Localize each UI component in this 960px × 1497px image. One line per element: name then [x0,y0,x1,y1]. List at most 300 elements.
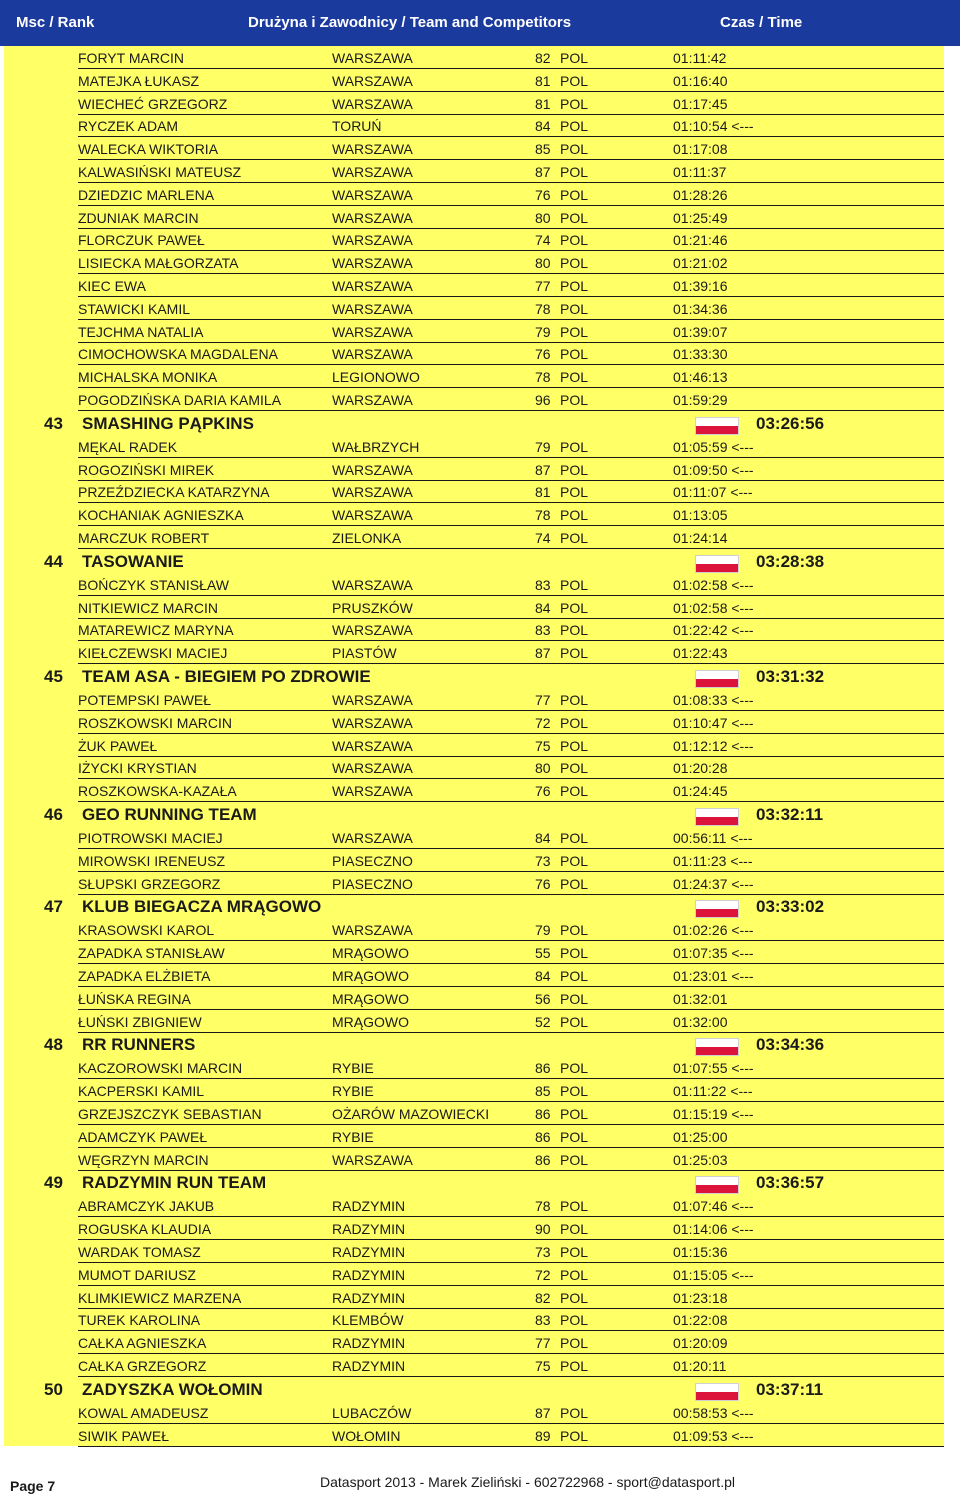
competitor-time: 01:11:22 <--- [673,1083,753,1100]
competitor-name: TEJCHMA NATALIA [78,323,204,340]
competitor-time: 01:24:45 [673,783,728,800]
competitor-age: 73 [535,1244,551,1260]
competitor-time: 01:20:09 [673,1335,728,1352]
competitor-nationality: POL [560,95,589,112]
competitor-row [4,642,944,664]
competitor-nationality: POL [560,1198,589,1215]
competitor-age: 73 [535,852,551,869]
competitor-age: 85 [535,141,551,158]
header-bar [0,0,960,46]
competitor-age: 78 [535,507,551,524]
competitor-name: ZAPADKA ELŻBIETA [78,968,211,984]
competitor-city: WAŁBRZYCH [332,438,420,455]
competitor-city: WARSZAWA [332,232,413,249]
competitor-time: 01:02:58 <--- [673,576,754,593]
competitor-time: 01:46:13 [673,369,728,386]
competitor-row [4,343,944,365]
competitor-age: 84 [535,830,551,846]
competitor-time: 01:39:07 [673,323,728,340]
competitor-city: RADZYMIN [332,1266,406,1283]
competitor-age: 80 [535,255,551,272]
competitor-row [4,1080,944,1102]
competitor-row [4,389,944,411]
competitor-row [4,735,944,757]
competitor-name: WARDAK TOMASZ [78,1244,201,1260]
competitor-time: 01:39:16 [673,278,728,294]
competitor-city: PIASECZNO [332,875,413,892]
competitor-name: ROGOZIŃSKI MIREK [78,461,215,478]
team-name: TASOWANIE [82,551,184,571]
competitor-time: 01:13:05 [673,507,728,524]
competitor-row [4,321,944,343]
competitor-name: FLORCZUK PAWEŁ [78,232,205,249]
competitor-name: ROSZKOWSKA-KAZAŁA [78,783,237,800]
competitor-time: 01:17:08 [673,141,728,158]
competitor-city: WARSZAWA [332,692,413,708]
team-rank: 50 [44,1379,63,1399]
competitor-age: 80 [535,209,551,226]
competitor-name: KACPERSKI KAMIL [78,1083,205,1100]
competitor-age: 90 [535,1221,551,1238]
team-header [4,412,944,436]
competitor-nationality: POL [560,1335,589,1352]
competitor-row [4,1218,944,1240]
team-time: 03:33:02 [756,897,825,917]
competitor-city: WARSZAWA [332,737,413,754]
competitor-nationality: POL [560,1128,589,1145]
competitor-city: RADZYMIN [332,1358,406,1374]
competitor-name: ŻUK PAWEŁ [78,737,158,754]
competitor-city: TORUŃ [332,118,382,135]
competitor-nationality: POL [560,783,589,800]
competitor-time: 00:56:11 <--- [673,830,753,846]
competitor-row [4,1309,944,1331]
competitor-name: MĘKAL RADEK [78,438,178,455]
competitor-age: 52 [535,1013,551,1030]
team-name: RR RUNNERS [82,1035,196,1055]
competitor-nationality: POL [560,760,589,777]
team-name: KLUB BIEGACZA MRĄGOWO [82,897,322,917]
competitor-nationality: POL [560,922,589,939]
competitor-nationality: POL [560,300,589,317]
competitor-row [4,366,944,388]
competitor-row [4,298,944,320]
competitor-nationality: POL [560,599,589,616]
competitor-time: 00:58:53 <--- [673,1404,754,1421]
competitor-name: RYCZEK ADAM [78,118,179,135]
footer [0,1462,960,1497]
competitor-name: ŁUŃSKA REGINA [78,990,191,1007]
competitor-name: IŻYCKI KRYSTIAN [78,760,197,777]
competitor-city: WARSZAWA [332,186,413,203]
competitor-city: WARSZAWA [332,1151,413,1168]
competitor-age: 84 [535,599,551,616]
competitor-name: KLIMKIEWICZ MARZENA [78,1289,242,1306]
competitor-nationality: POL [560,255,589,272]
competitor-age: 87 [535,164,551,180]
competitor-name: POTEMPSKI PAWEŁ [78,692,212,708]
competitor-city: RYBIE [332,1083,374,1100]
competitor-city: PRUSZKÓW [332,599,413,616]
team-rank: 46 [44,805,63,824]
competitor-time: 01:11:07 <--- [673,484,753,501]
poland-flag-icon [695,555,739,573]
competitor-age: 86 [535,1151,551,1168]
team-name: SMASHING PĄPKINS [82,413,254,433]
competitor-city: WARSZAWA [332,72,413,89]
competitor-time: 01:09:53 <--- [673,1427,754,1444]
competitor-age: 84 [535,118,551,135]
competitor-city: WARSZAWA [332,209,413,226]
competitor-age: 72 [535,1266,551,1283]
competitor-row [4,1287,944,1309]
competitor-name: ADAMCZYK PAWEŁ [78,1128,208,1145]
team-rank: 47 [44,897,63,917]
competitor-time: 01:07:46 <--- [673,1198,754,1215]
competitor-time: 01:22:43 [673,645,728,662]
competitor-nationality: POL [560,622,589,639]
team-header [4,895,944,919]
competitor-row [4,597,944,619]
competitor-city: KLEMBÓW [332,1312,404,1329]
competitor-age: 80 [535,760,551,777]
competitor-name: KALWASIŃSKI MATEUSZ [78,164,242,180]
competitor-row [4,93,944,115]
competitor-time: 01:20:11 [673,1358,727,1374]
team-time: 03:31:32 [756,667,825,686]
competitor-city: LUBACZÓW [332,1404,412,1421]
competitor-city: MRĄGOWO [332,945,409,962]
competitor-age: 87 [535,645,551,662]
team-rank: 48 [44,1035,63,1055]
team-rank: 44 [44,551,63,571]
competitor-row [4,70,944,92]
competitor-name: PIOTROWSKI MACIEJ [78,830,223,846]
competitor-nationality: POL [560,50,589,66]
competitor-nationality: POL [560,186,589,203]
competitor-city: MRĄGOWO [332,968,409,984]
competitor-row [4,1126,944,1148]
competitor-time: 01:02:26 <--- [673,922,754,939]
competitor-name: WALECKA WIKTORIA [78,141,219,158]
competitor-row [4,1103,944,1125]
competitor-city: MRĄGOWO [332,1013,409,1030]
poland-flag-icon [695,417,739,435]
competitor-row [4,873,944,895]
competitor-nationality: POL [560,1266,589,1283]
competitor-city: WARSZAWA [332,95,413,112]
poland-flag-icon [695,1383,739,1401]
competitor-age: 78 [535,1198,551,1215]
competitor-time: 01:15:19 <--- [673,1106,754,1122]
competitor-age: 81 [535,72,551,89]
competitor-name: ROSZKOWSKI MARCIN [78,714,233,731]
competitor-row [4,1332,944,1354]
competitor-time: 01:10:47 <--- [673,714,754,731]
competitor-city: WARSZAWA [332,576,413,593]
competitor-age: 83 [535,576,551,593]
competitor-time: 01:25:49 [673,209,728,226]
competitor-row [4,780,944,802]
competitor-age: 75 [535,737,551,754]
team-rank: 49 [44,1173,63,1193]
competitor-age: 72 [535,714,551,731]
competitor-nationality: POL [560,737,589,754]
competitor-name: PRZEŹDZIECKA KATARZYNA [78,484,270,501]
team-header [4,550,944,574]
competitor-nationality: POL [560,714,589,731]
competitor-time: 01:21:02 [673,255,728,272]
competitor-nationality: POL [560,392,589,408]
competitor-name: SIWIK PAWEŁ [78,1427,170,1444]
competitor-nationality: POL [560,484,589,501]
competitor-age: 86 [535,1106,551,1122]
competitor-nationality: POL [560,830,589,846]
competitor-name: KIEŁCZEWSKI MACIEJ [78,645,228,662]
competitor-row [4,436,944,458]
competitor-time: 01:07:55 <--- [673,1060,754,1077]
competitor-name: STAWICKI KAMIL [78,300,191,317]
competitor-time: 01:02:58 <--- [673,599,754,616]
competitor-city: LEGIONOWO [332,369,420,386]
competitor-city: WARSZAWA [332,164,413,180]
competitor-time: 01:11:23 <--- [673,852,753,869]
team-header [4,665,944,689]
competitor-city: WARSZAWA [332,622,413,639]
competitor-city: WOŁOMIN [332,1427,401,1444]
competitor-row [4,184,944,206]
competitor-age: 77 [535,692,551,708]
competitor-row [4,161,944,183]
competitor-nationality: POL [560,1427,589,1444]
footer-credit: Datasport 2013 - Marek Zieliński - 602722968 - sport@datasport.pl [320,1474,735,1490]
competitor-name: MATEJKA ŁUKASZ [78,72,200,89]
competitor-row [4,1241,944,1263]
competitor-nationality: POL [560,1312,589,1329]
competitor-city: PIASTÓW [332,645,397,662]
competitor-nationality: POL [560,1060,589,1077]
competitor-time: 01:22:08 [673,1312,728,1329]
competitor-nationality: POL [560,72,589,89]
competitor-name: ZDUNIAK MARCIN [78,209,199,226]
competitor-nationality: POL [560,1106,589,1122]
competitor-city: OŻARÓW MAZOWIECKI [332,1106,490,1122]
competitor-time: 01:14:06 <--- [673,1221,754,1238]
competitor-nationality: POL [560,141,589,158]
competitor-row [4,757,944,779]
competitor-name: ABRAMCZYK JAKUB [78,1198,215,1215]
competitor-age: 77 [535,278,551,294]
competitor-name: DZIEDZIC MARLENA [78,186,215,203]
competitor-time: 01:17:45 [673,95,728,112]
competitor-age: 77 [535,1335,551,1352]
competitor-nationality: POL [560,323,589,340]
competitor-time: 01:08:33 <--- [673,692,754,708]
competitor-nationality: POL [560,852,589,869]
competitor-nationality: POL [560,1289,589,1306]
competitor-age: 86 [535,1128,551,1145]
competitor-name: BOŃCZYK STANISŁAW [78,576,229,593]
competitor-name: MATAREWICZ MARYNA [78,622,234,639]
competitor-nationality: POL [560,369,589,386]
competitor-nationality: POL [560,1013,589,1030]
competitor-row [4,275,944,297]
competitor-time: 01:59:29 [673,392,728,408]
competitor-row [4,988,944,1010]
competitor-nationality: POL [560,507,589,524]
competitor-nationality: POL [560,278,589,294]
competitor-nationality: POL [560,438,589,455]
competitor-name: ŁUŃSKI ZBIGNIEW [78,1013,202,1030]
competitor-time: 01:16:40 [673,72,728,89]
competitor-row [4,1149,944,1171]
competitor-row [4,919,944,941]
competitor-time: 01:28:26 [673,186,728,203]
competitor-age: 85 [535,1083,551,1100]
competitor-nationality: POL [560,209,589,226]
competitor-row [4,619,944,641]
competitor-city: WARSZAWA [332,484,413,501]
competitor-time: 01:07:35 <--- [673,945,754,962]
competitor-row [4,689,944,711]
competitor-nationality: POL [560,968,589,984]
competitor-row [4,229,944,251]
team-header [4,1378,944,1402]
competitor-row [4,1195,944,1217]
competitor-name: TUREK KAROLINA [78,1312,201,1329]
competitor-name: ZAPADKA STANISŁAW [78,945,225,962]
competitor-name: LISIECKA MAŁGORZATA [78,255,239,272]
results-sheet [4,46,944,1446]
competitor-name: SŁUPSKI GRZEGORZ [78,875,221,892]
competitor-nationality: POL [560,945,589,962]
competitor-row [4,965,944,987]
competitor-age: 81 [535,95,551,112]
team-name: TEAM ASA - BIEGIEM PO ZDROWIE [82,667,371,686]
competitor-name: MICHALSKA MONIKA [78,369,218,386]
competitor-name: MUMOT DARIUSZ [78,1266,196,1283]
competitor-name: MIROWSKI IRENEUSZ [78,852,226,869]
competitor-row [4,1057,944,1079]
competitor-row [4,1402,944,1424]
team-time: 03:37:11 [756,1379,824,1399]
competitor-row [4,1355,944,1377]
team-rank: 43 [44,413,63,433]
team-rank: 45 [44,667,63,686]
competitor-city: RADZYMIN [332,1244,406,1260]
competitor-time: 01:34:36 [673,300,728,317]
competitor-age: 96 [535,392,551,408]
competitor-age: 83 [535,1312,551,1329]
competitor-name: KOCHANIAK AGNIESZKA [78,507,244,524]
competitor-time: 01:15:36 [673,1244,728,1260]
competitor-nationality: POL [560,1244,589,1260]
competitor-row [4,850,944,872]
team-time: 03:26:56 [756,413,825,433]
team-header [4,803,944,827]
competitor-name: ROGUSKA KLAUDIA [78,1221,212,1238]
team-name: ZADYSZKA WOŁOMIN [82,1379,263,1399]
competitor-name: KOWAL AMADEUSZ [78,1404,209,1421]
competitor-city: WARSZAWA [332,50,413,66]
competitor-time: 01:23:01 <--- [673,968,754,984]
competitor-time: 01:05:59 <--- [673,438,754,455]
competitor-time: 01:09:50 <--- [673,461,754,478]
competitor-time: 01:25:03 [673,1151,728,1168]
competitor-time: 01:25:00 [673,1128,728,1145]
competitor-age: 79 [535,438,551,455]
competitor-city: MRĄGOWO [332,990,409,1007]
competitor-age: 76 [535,346,551,363]
competitor-city: WARSZAWA [332,300,413,317]
competitor-nationality: POL [560,1221,589,1238]
poland-flag-icon [695,1176,739,1194]
competitor-name: GRZEJSZCZYK SEBASTIAN [78,1106,262,1122]
competitor-row [4,527,944,549]
competitor-city: WARSZAWA [332,392,413,408]
competitor-nationality: POL [560,461,589,478]
competitor-row [4,574,944,596]
team-header [4,1171,944,1195]
competitor-age: 81 [535,484,551,501]
competitor-row [4,207,944,229]
team-name: RADZYMIN RUN TEAM [82,1173,267,1193]
competitor-nationality: POL [560,346,589,363]
competitor-nationality: POL [560,645,589,662]
competitor-name: WIECHEĆ GRZEGORZ [78,95,228,112]
competitor-row [4,481,944,503]
competitor-city: WARSZAWA [332,714,413,731]
competitor-nationality: POL [560,875,589,892]
competitor-name: FORYT MARCIN [78,50,185,66]
competitor-name: NITKIEWICZ MARCIN [78,599,218,616]
competitor-row [4,1011,944,1033]
competitor-time: 01:21:46 [673,232,728,249]
competitor-row [4,138,944,160]
competitor-city: WARSZAWA [332,783,413,800]
poland-flag-icon [695,900,739,918]
competitor-nationality: POL [560,164,589,180]
competitor-name: CIMOCHOWSKA MAGDALENA [78,346,278,363]
team-time: 03:32:11 [756,805,824,824]
competitor-city: WARSZAWA [332,255,413,272]
competitor-age: 83 [535,622,551,639]
competitor-age: 84 [535,968,551,984]
poland-flag-icon [695,670,739,688]
competitor-city: PIASECZNO [332,852,413,869]
competitor-age: 75 [535,1358,551,1374]
competitor-time: 01:22:42 <--- [673,622,754,639]
competitor-nationality: POL [560,576,589,593]
team-time: 03:34:36 [756,1035,825,1055]
competitor-time: 01:24:37 <--- [673,875,754,892]
competitor-nationality: POL [560,1083,589,1100]
competitor-name: MARCZUK ROBERT [78,530,210,546]
competitor-time: 01:24:14 [673,530,728,546]
competitor-city: WARSZAWA [332,830,413,846]
competitor-row [4,712,944,734]
competitor-age: 74 [535,232,551,249]
competitor-city: ZIELONKA [332,530,402,546]
competitor-city: RADZYMIN [332,1221,406,1238]
rank-column-header: Msc / Rank [16,14,95,31]
competitor-row [4,504,944,526]
competitor-city: RADZYMIN [332,1289,406,1306]
competitor-age: 76 [535,186,551,203]
competitor-age: 87 [535,1404,551,1421]
competitor-time: 01:32:01 [673,990,728,1007]
competitor-city: WARSZAWA [332,141,413,158]
